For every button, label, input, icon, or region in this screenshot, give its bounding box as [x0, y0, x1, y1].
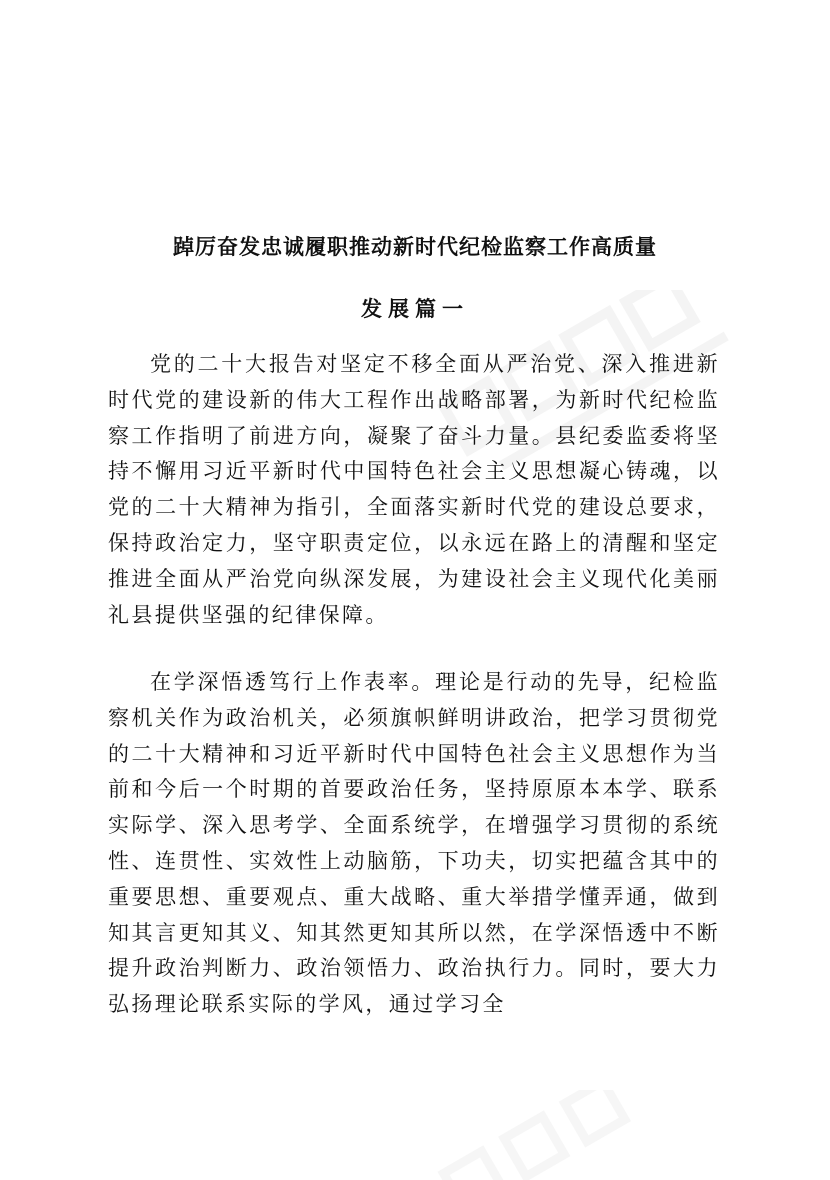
paragraph-1: 党的二十大报告对坚定不移全面从严治党、深入推进新时代党的建设新的伟大工程作出战略部署，为新时代纪检监察工作指明了前进方向，凝聚了奋斗力量。县纪委监委将坚持不懈用习近平新时代中国特色社会主义思想凝心铸魂，以党的二十大精神为指引，全面落实新时代党的建设总要求，保持政治定力，坚守职责定位，以永远在路上的清醒和坚定推进全面从严治党向纵深发展，为建设社会主义现代化美丽礼县提供坚强的纪律保障。	[108, 352, 720, 627]
document-title-line-2: 发展篇一	[361, 297, 469, 321]
paragraph-2: 在学深悟透笃行上作表率。理论是行动的先导，纪检监察机关作为政治机关，必须旗帜鲜明讲政治，把学习贯彻党的二十大精神和习近平新时代中国特色社会主义思想作为当前和今后一个时期的首要政治任务，坚持原原本本学、联系实际学、深入思考学、全面系统学，在增强学习贯彻的系统性、连贯性、实效性上动脑筋，下功夫，切实把蕴含其中的重要思想、重要观点、重大战略、重大举措学懂弄通，做到知其言更知其义、知其然更知其所以然，在学深悟透中不断提升政治判断力、政治领悟力、政治执行力。同时，要大力弘扬理论联系实际的学风，通过学习全	[108, 670, 720, 1017]
document-title-line-1: 踔厉奋发忠诚履职推动新时代纪检监察工作高质量	[173, 235, 657, 259]
watermark-bottom-icon	[400, 1090, 720, 1180]
